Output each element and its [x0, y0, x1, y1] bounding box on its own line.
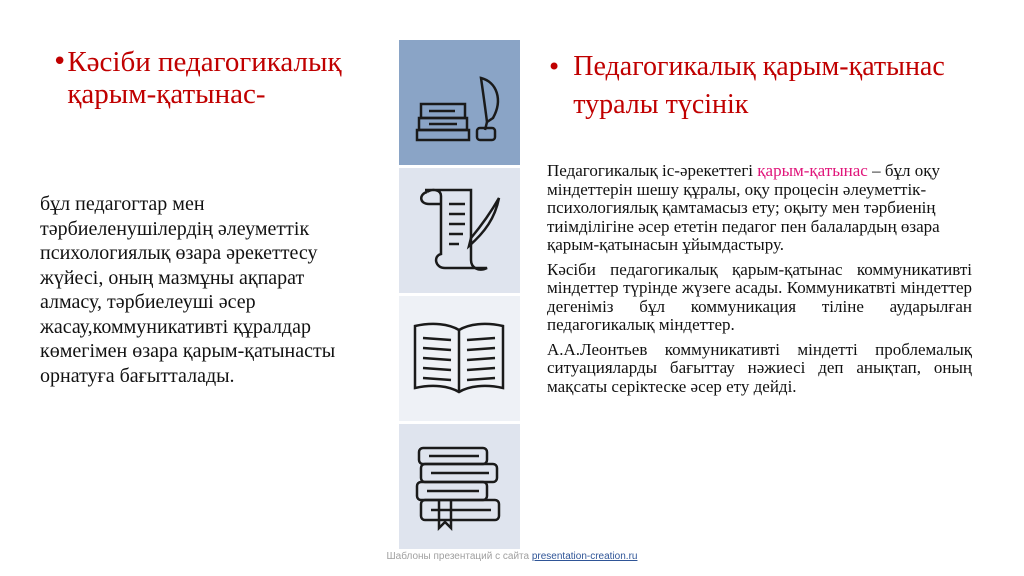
footer-text: Шаблоны презентаций с сайта [386, 551, 532, 562]
books-quill-icon [399, 40, 520, 165]
definition-end: – бұл оқу міндеттерін шешу құралы, оқу процесін әлеуметтік-психологиялық қамтамасыз ету; оқыту мен тәрбиенің тиімділігіне әсер ететін педагог пен балалардың өзара қарым-қатынасын ұйымдастыру. [547, 161, 940, 254]
open-book-icon [399, 296, 520, 421]
paragraph-definition [547, 162, 972, 255]
right-body [547, 162, 972, 402]
bullet-icon: • [547, 53, 562, 81]
book-stack-icon [399, 424, 520, 549]
tile-scroll-quill [399, 168, 520, 293]
left-heading-text: Кәсіби педагогикалық қарым-қатынас- [67, 46, 342, 110]
footer-link[interactable]: presentation-creation.ru [531, 551, 638, 562]
tile-open-book [399, 296, 520, 421]
paragraph-communicative-tasks: Кәсіби педагогикалық қарым-қатынас коммуникативті міндеттер түрінде жүзеге асады. Коммуникатвті міндеттер дегеніміз бұл коммуникация тіліне аударылған педагогикалық міндеттер. [547, 259, 972, 334]
tile-books-quill [399, 40, 520, 165]
right-heading-text: Педагогикалық қарым-қатынас туралы түсінік [573, 51, 945, 120]
tile-book-stack [399, 424, 520, 549]
paragraph-leontiev: А.А.Леонтьев коммуникативті міндетті проблемалық ситуацияларды бағыттау нәжиесі деп анықтап, оның мақсаты серіктеске әсер ету дейді. [547, 339, 972, 396]
highlighted-term: қарым-қатынас [757, 161, 868, 180]
left-heading [52, 46, 372, 110]
left-body-text: бұл педагогтар мен тәрбиеленушілердің әлеуметтік психологиялық өзара әрекеттесу жүйесі, оның мазмұны ақпарат алмасу, тәрбиелеуші әсер жасау,коммуникативті құралдар көмегімен өзара қарым-қатынасты орнатуға бағытталады. [40, 193, 336, 387]
right-heading [547, 48, 977, 124]
scroll-quill-icon [399, 168, 520, 293]
footer [0, 551, 1024, 562]
bullet-icon: • [52, 47, 68, 77]
definition-start: Педагогикалық іс-әрекеттегі [547, 161, 758, 180]
